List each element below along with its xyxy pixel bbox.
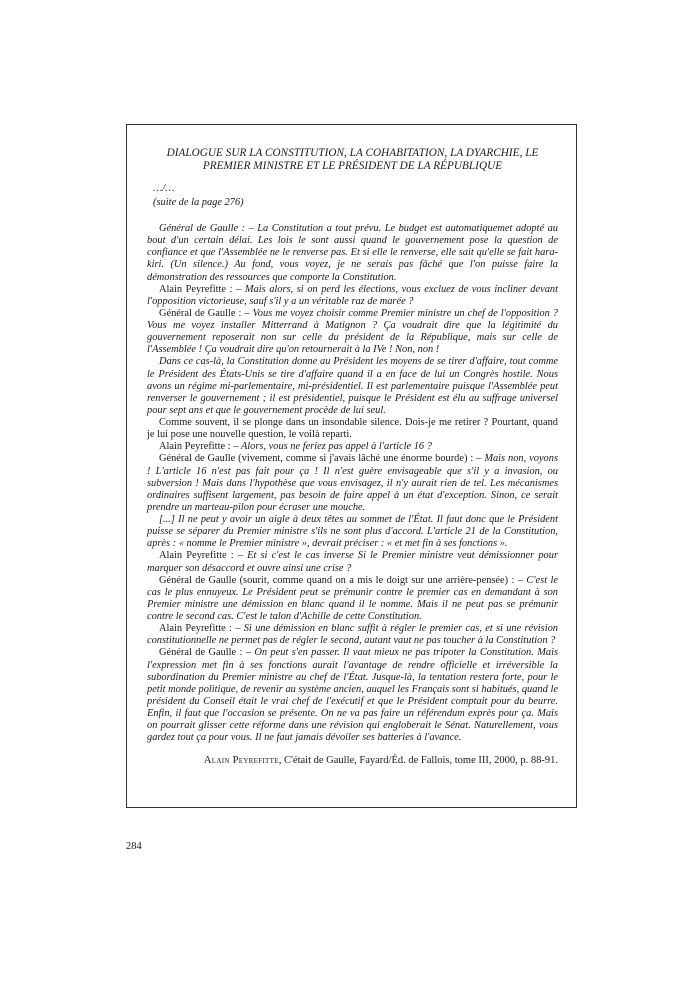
- speech-text: [...] Il ne peut y avoir un aigle à deux têtes au sommet de l'État. Il faut donc que le Président puisse se séparer du Premier ministre s'ils ne sont plus d'accord. L'article 21 de la Constitution, après : « nomme le Premier ministre », devrait préciser : « et met fin à ses fonctions ».: [147, 514, 558, 550]
- speaker-label: Alain Peyrefitte : –: [159, 623, 244, 635]
- dialogue-paragraph: [147, 550, 558, 574]
- dialogue-paragraph: [147, 575, 558, 624]
- speech-text: Dans ce cas-là, la Constitution donne au Président les moyens de se tirer d'affaire, tout comme le Président des États-Unis se tire d'affaire quand il a en face de lui un Congrès hostile. Nous avons un régime mi-parlementaire, mi-présidentiel. Il est parlementaire puisque l'Assemblée peut renverser le gouvernement ; il est présidentiel, puisque le Président est élu au suffrage universel pour sept ans et que le gouvernement procède de lui seul.: [147, 356, 558, 416]
- speaker-label: Général de Gaulle (sourit, comme quand on a mis le doigt sur une arrière-pensée) : –: [159, 574, 527, 586]
- source-author: Alain Peyrefitte: [203, 755, 279, 767]
- text-frame: [126, 124, 577, 808]
- speech-text: Alors, vous ne feriez pas appel à l'article 16 ?: [240, 441, 432, 453]
- speech-text: C'est le cas le plus ennuyeux. Le Président peut se prémunir contre le premier cas en demandant à son Premier ministre une démission en blanc quand il le nomme. Mais il ne peut pas se prémunir contre le second cas. C'est le talon d'Achille de cette Constitution.: [147, 574, 558, 622]
- dialogue-paragraph: [147, 223, 558, 284]
- dialogue-paragraph: [147, 647, 558, 744]
- speaker-label: Alain Peyrefitte : –: [159, 283, 245, 295]
- dialogue-paragraph: [147, 623, 558, 647]
- box-title: DIALOGUE SUR LA CONSTITUTION, LA COHABITATION, LA DYARCHIE, LE PREMIER MINISTRE ET LE PRÉSIDENT DE LA RÉPUBLIQUE: [166, 147, 539, 172]
- speech-text: On peut s'en passer. Il vaut mieux ne pas tripoter la Constitution. Mais l'expression met fin à ses fonctions aurait l'avantage de rendre officielle et irréversible la subordination du Premier ministre au chef de l'État. Jusque-là, la tentation restera forte, pour le petit monde politique, de revenir au système ancien, auquel les Français sont si habitués, quand le président du Conseil était le vrai chef de l'exécutif et que le Président comptait pour du beurre. Enfin, il faut que l'occasion se présente. On ne va pas faire un référendum exprès pour ça. Mais on pourrait glisser cette réforme dans une révision qui engloberait le Sénat. Naturellement, vous gardez tout ça pour vous. Il ne faut jamais dévoiler ses batteries à l'avance.: [147, 647, 558, 744]
- speaker-label: Alain Peyrefitte : –: [159, 550, 248, 562]
- speaker-label: Comme souvent, il se plonge dans un insondable silence. Dois-je me retirer ? Pourtant, quand je lui pose une nouvelle question, le voilà reparti.: [147, 417, 558, 441]
- speech-text: Si une démission en blanc suffit à régler le premier cas, et si une révision constitutionnelle ne permet pas de régler le second, autant vaut ne pas toucher à la Constitution ?: [147, 623, 558, 647]
- speech-text: Mais alors, si on perd les élections, vous excluez de vous incliner devant l'opposition victorieuse, sauf s'il y a un véritable raz de marée ?: [147, 283, 558, 307]
- dialogue-paragraph: [147, 441, 558, 453]
- speech-text: Général de Gaulle : – La Constitution a tout prévu. Le budget est automatiquemet adopté au bout d'un certain délai. Les lois le sont aussi quand le gouvernement pose la question de confiance et que l'Assemblée ne le renverse pas. Et si elle le renverse, elle sait qu'elle se fait hara-kiri. (Un silence.) Au fond, vous voyez, je ne serais pas fâché que l'on puisse faire la démonstration des ressources que comporte la Constitution.: [147, 223, 558, 283]
- continuation-ellipsis: …/…: [153, 182, 175, 194]
- speaker-label: Alain Peyrefitte : –: [159, 441, 241, 453]
- speaker-label: Général de Gaulle : –: [159, 647, 255, 659]
- page-number: 284: [126, 841, 142, 852]
- dialogue-body: [147, 223, 558, 744]
- dialogue-paragraph: [147, 514, 558, 550]
- dialogue-paragraph: [147, 308, 558, 357]
- dialogue-paragraph: [147, 417, 558, 441]
- frame-content: [147, 147, 558, 767]
- speaker-label: Général de Gaulle : –: [159, 307, 253, 319]
- speech-text: Et si c'est le cas inverse Si le Premier ministre veut démissionner pour marquer son désaccord et ouvre ainsi une crise ?: [147, 550, 558, 574]
- speech-text: Mais non, voyons ! L'article 16 n'est pas fait pour ça ! Il n'est guère envisageable que s'il y a invasion, ou subversion ! Mais dans l'hypothèse que vous envisagez, il n'y aurait rien de tel. Les mécanismes ordinaires suffisent largement, pas besoin de faire appel à un état d'exception. Sinon, ce serait prendre un marteau-pilon pour écraser une mouche.: [147, 453, 558, 513]
- dialogue-paragraph: [147, 356, 558, 417]
- dialogue-paragraph: [147, 453, 558, 514]
- speech-text: Vous me voyez choisir comme Premier ministre un chef de l'opposition ? Vous me voyez installer Mitterrand à Matignon ? Ça voudrait dire que la légitimité du gouvernement reposerait non sur celle du président de la République, mais sur celle de l'Assemblée ! Ça voudrait dire qu'on retournerait à la IVe ! Non, non !: [147, 307, 558, 356]
- source-citation: [147, 754, 558, 767]
- source-details: , C'était de Gaulle, Fayard/Éd. de Fallois, tome III, 2000, p. 88-91.: [278, 755, 558, 767]
- speaker-label: Général de Gaulle (vivement, comme si j'avais lâché une énorme bourde) : –: [159, 453, 485, 465]
- continuation-from-page: (suite de la page 276): [153, 196, 244, 208]
- dialogue-paragraph: [147, 284, 558, 308]
